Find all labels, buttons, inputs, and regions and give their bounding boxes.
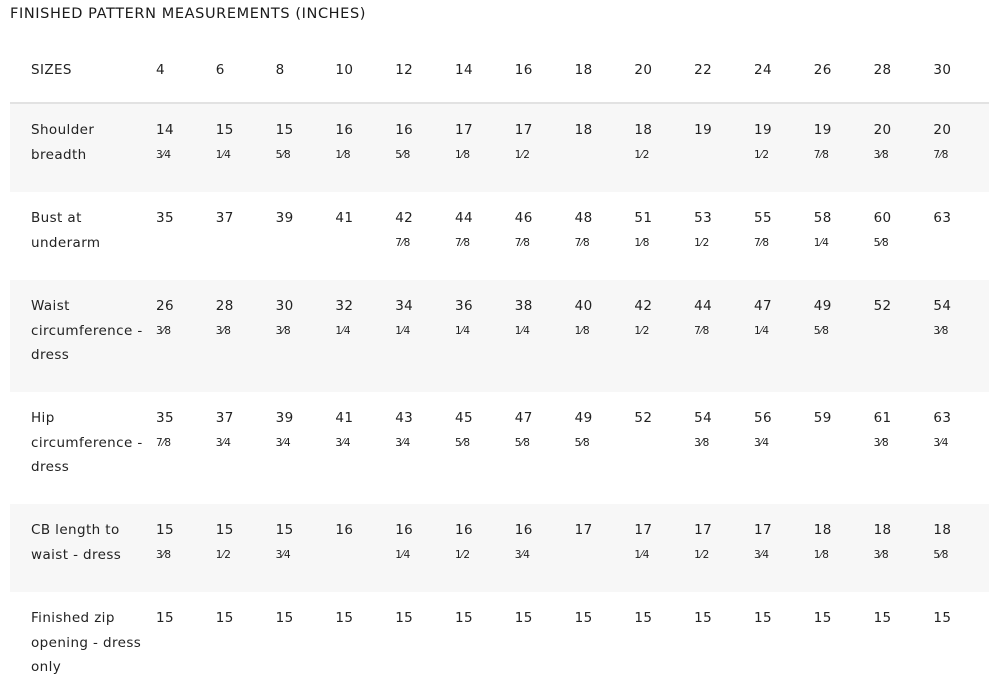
- fraction-inches: 3⁄8: [156, 548, 172, 561]
- whole-inches: 15: [275, 610, 294, 626]
- whole-inches: 17: [454, 122, 473, 138]
- whole-inches: 16: [395, 522, 414, 538]
- fraction-inches: 3⁄4: [335, 436, 351, 449]
- measurement-cell: [331, 504, 391, 592]
- fraction-inches: 1⁄4: [215, 148, 231, 161]
- measurement-cell: [810, 280, 870, 392]
- fraction-inches: 5⁄8: [933, 548, 949, 561]
- whole-inches: 15: [215, 122, 234, 138]
- fraction-inches: 7⁄8: [694, 324, 710, 337]
- whole-inches: 39: [275, 410, 294, 426]
- whole-inches: 15: [694, 610, 713, 626]
- measurement-cell: [571, 592, 631, 689]
- measurement-cell: [630, 103, 690, 192]
- measurement-cell: [152, 592, 212, 689]
- fraction-inches: 1⁄4: [753, 324, 770, 337]
- row-label: Shoulder breadth: [10, 103, 152, 192]
- whole-inches: 17: [574, 522, 593, 538]
- whole-inches: 36: [454, 298, 473, 314]
- fraction-inches: 3⁄8: [694, 436, 710, 449]
- measurement-cell: [212, 103, 272, 192]
- whole-inches: 54: [694, 410, 713, 426]
- fraction-inches: 5⁄8: [395, 148, 411, 161]
- measurement-cell: [152, 103, 212, 192]
- fraction-inches: 5⁄8: [873, 236, 889, 249]
- size-header-cell: 20: [630, 38, 690, 103]
- measurement-cell: [511, 280, 571, 392]
- whole-inches: 58: [813, 210, 832, 226]
- measurement-cell: [810, 504, 870, 592]
- measurement-cell: [870, 103, 930, 192]
- table-row: [10, 504, 989, 592]
- measurement-cell: [511, 392, 571, 504]
- measurement-cell: [870, 592, 930, 689]
- measurement-cell: [810, 392, 870, 504]
- measurement-cell: [272, 192, 332, 280]
- whole-inches: 55: [753, 210, 772, 226]
- measurement-cell: [810, 192, 870, 280]
- measurement-cell: [152, 504, 212, 592]
- whole-inches: 47: [753, 298, 772, 314]
- whole-inches: 19: [753, 122, 772, 138]
- fraction-inches: 1⁄2: [514, 148, 530, 161]
- measurement-cell: [630, 392, 690, 504]
- measurement-cell: [152, 392, 212, 504]
- measurement-cell: [511, 103, 571, 192]
- measurement-cell: [571, 192, 631, 280]
- measurement-cell: [391, 280, 451, 392]
- measurement-cell: [929, 392, 989, 504]
- measurement-cell: [870, 192, 930, 280]
- measurement-cell: [391, 392, 451, 504]
- whole-inches: 15: [275, 522, 294, 538]
- fraction-inches: 1⁄4: [634, 548, 650, 561]
- measurement-cell: [511, 504, 571, 592]
- measurement-cell: [571, 103, 631, 192]
- measurement-cell: [212, 392, 272, 504]
- measurement-cell: [451, 103, 511, 192]
- fraction-inches: 1⁄2: [694, 548, 710, 561]
- whole-inches: 18: [933, 522, 952, 538]
- row-label: Finished zip opening - dress only: [31, 610, 142, 675]
- table-row: [10, 280, 989, 392]
- whole-inches: 17: [694, 522, 713, 538]
- whole-inches: 15: [454, 610, 473, 626]
- whole-inches: 16: [514, 522, 533, 538]
- fraction-inches: 5⁄8: [514, 436, 530, 449]
- whole-inches: 16: [454, 522, 473, 538]
- page-title: FINISHED PATTERN MEASUREMENTS (INCHES): [10, 6, 367, 22]
- table-body: [10, 103, 989, 689]
- measurement-cell: [391, 103, 451, 192]
- fraction-inches: 3⁄4: [275, 436, 291, 449]
- whole-inches: 37: [215, 410, 234, 426]
- whole-inches: 16: [335, 122, 354, 138]
- whole-inches: 41: [335, 410, 354, 426]
- whole-inches: 56: [753, 410, 772, 426]
- measurement-cell: [870, 392, 930, 504]
- measurement-cell: [212, 192, 272, 280]
- measurement-cell: [212, 280, 272, 392]
- whole-inches: 48: [574, 210, 593, 226]
- measurement-cell: [451, 192, 511, 280]
- measurement-cell: [391, 192, 451, 280]
- header-row: [10, 38, 989, 103]
- measurement-cell: [870, 280, 930, 392]
- measurement-cell: [929, 592, 989, 689]
- fraction-inches: 5⁄8: [813, 324, 829, 337]
- fraction-inches: 3⁄4: [275, 548, 291, 561]
- measurement-cell: [630, 592, 690, 689]
- whole-inches: 18: [873, 522, 892, 538]
- whole-inches: 53: [694, 210, 713, 226]
- fraction-inches: 1⁄2: [634, 324, 650, 337]
- fraction-inches: 1⁄4: [335, 324, 351, 337]
- measurement-cell: [630, 192, 690, 280]
- whole-inches: 52: [873, 298, 892, 314]
- row-label: Bust at underarm: [31, 210, 101, 251]
- size-header-cell: 4: [152, 38, 212, 103]
- whole-inches: 35: [156, 410, 174, 426]
- table-row: [10, 592, 989, 689]
- fraction-inches: 1⁄4: [514, 324, 530, 337]
- whole-inches: 15: [873, 610, 892, 626]
- size-header-cell: 30: [929, 38, 989, 103]
- whole-inches: 15: [574, 610, 593, 626]
- measurement-cell: [810, 103, 870, 192]
- whole-inches: 59: [813, 410, 832, 426]
- fraction-inches: 1⁄4: [813, 236, 829, 249]
- fraction-inches: 3⁄8: [873, 436, 889, 449]
- whole-inches: 15: [933, 610, 952, 626]
- fraction-inches: 7⁄8: [813, 148, 829, 161]
- whole-inches: 38: [514, 298, 533, 314]
- size-header-cell: 28: [870, 38, 930, 103]
- fraction-inches: 1⁄8: [813, 548, 829, 561]
- measurement-cell: [630, 504, 690, 592]
- measurement-cell: [690, 392, 750, 504]
- fraction-inches: 7⁄8: [454, 236, 471, 249]
- whole-inches: 26: [156, 298, 174, 314]
- table-header: [10, 38, 989, 103]
- whole-inches: 15: [215, 610, 234, 626]
- measurement-cell: [750, 592, 810, 689]
- size-header-cell: 24: [750, 38, 810, 103]
- size-header-cell: 14: [451, 38, 511, 103]
- measurement-cell: [331, 592, 391, 689]
- measurement-cell: [272, 280, 332, 392]
- fraction-inches: 1⁄2: [634, 148, 650, 161]
- fraction-inches: 3⁄4: [395, 436, 411, 449]
- fraction-inches: 1⁄8: [634, 236, 650, 249]
- size-header-cell: 22: [690, 38, 750, 103]
- fraction-inches: 5⁄8: [454, 436, 471, 449]
- measurement-cell: [331, 103, 391, 192]
- whole-inches: 16: [395, 122, 414, 138]
- fraction-inches: 3⁄8: [873, 548, 889, 561]
- whole-inches: 46: [514, 210, 533, 226]
- whole-inches: 49: [574, 410, 593, 426]
- fraction-inches: 3⁄8: [156, 324, 172, 337]
- whole-inches: 41: [335, 210, 354, 226]
- whole-inches: 15: [753, 610, 772, 626]
- whole-inches: 15: [813, 610, 832, 626]
- whole-inches: 43: [395, 410, 414, 426]
- whole-inches: 17: [514, 122, 533, 138]
- fraction-inches: 1⁄2: [753, 148, 770, 161]
- whole-inches: 44: [694, 298, 713, 314]
- whole-inches: 28: [215, 298, 234, 314]
- measurement-cell: [391, 592, 451, 689]
- measurement-cell: [331, 192, 391, 280]
- whole-inches: 15: [215, 522, 234, 538]
- measurement-cell: [750, 504, 810, 592]
- fraction-inches: 3⁄4: [933, 436, 949, 449]
- measurement-cell: [690, 592, 750, 689]
- fraction-inches: 1⁄8: [454, 148, 471, 161]
- whole-inches: 42: [634, 298, 653, 314]
- fraction-inches: 3⁄4: [215, 436, 231, 449]
- measurement-cell: [690, 504, 750, 592]
- whole-inches: 35: [156, 210, 174, 226]
- whole-inches: 47: [514, 410, 533, 426]
- fraction-inches: 7⁄8: [514, 236, 530, 249]
- size-header-cell: 10: [331, 38, 391, 103]
- fraction-inches: 5⁄8: [275, 148, 291, 161]
- fraction-inches: 1⁄4: [395, 324, 411, 337]
- fraction-inches: 3⁄4: [753, 436, 770, 449]
- whole-inches: 14: [156, 122, 174, 138]
- measurement-cell: [929, 103, 989, 192]
- whole-inches: 15: [514, 610, 533, 626]
- measurement-cell: [511, 592, 571, 689]
- measurement-cell: [391, 504, 451, 592]
- whole-inches: 15: [156, 610, 174, 626]
- measurement-cell: [929, 280, 989, 392]
- fraction-inches: 3⁄4: [156, 148, 172, 161]
- measurement-cell: [152, 280, 212, 392]
- measurement-cell: [212, 592, 272, 689]
- measurement-cell: [272, 504, 332, 592]
- measurement-cell: [750, 192, 810, 280]
- table-row: [10, 392, 989, 504]
- measurement-cell: [750, 280, 810, 392]
- measurement-cell: [929, 192, 989, 280]
- measurement-cell: [331, 280, 391, 392]
- row-label: Waist circumference - dress: [10, 280, 152, 392]
- measurement-cell: [152, 192, 212, 280]
- table-row: [10, 192, 989, 280]
- fraction-inches: 1⁄8: [335, 148, 351, 161]
- whole-inches: 63: [933, 410, 952, 426]
- fraction-inches: 1⁄2: [694, 236, 710, 249]
- measurement-cell: [690, 103, 750, 192]
- sizes-header-label: SIZES: [10, 38, 152, 103]
- measurement-cell: [331, 392, 391, 504]
- measurement-cell: [272, 592, 332, 689]
- measurement-cell: [810, 592, 870, 689]
- fraction-inches: 1⁄2: [215, 548, 231, 561]
- fraction-inches: 3⁄8: [933, 324, 949, 337]
- measurement-cell: [630, 280, 690, 392]
- whole-inches: 49: [813, 298, 832, 314]
- row-label: CB length to waist - dress: [10, 504, 152, 592]
- fraction-inches: 1⁄4: [454, 324, 471, 337]
- measurement-cell: [929, 504, 989, 592]
- whole-inches: 61: [873, 410, 892, 426]
- fraction-inches: 7⁄8: [753, 236, 770, 249]
- fraction-inches: 3⁄4: [514, 548, 530, 561]
- measurements-table: [10, 38, 989, 689]
- size-header-cell: 26: [810, 38, 870, 103]
- measurement-cell: [451, 392, 511, 504]
- fraction-inches: 3⁄8: [873, 148, 889, 161]
- whole-inches: 19: [813, 122, 832, 138]
- whole-inches: 60: [873, 210, 892, 226]
- measurement-cell: [690, 280, 750, 392]
- whole-inches: 17: [753, 522, 772, 538]
- whole-inches: 19: [694, 122, 713, 138]
- fraction-inches: 1⁄2: [454, 548, 471, 561]
- size-header-cell: 16: [511, 38, 571, 103]
- whole-inches: 30: [275, 298, 294, 314]
- fraction-inches: 3⁄8: [275, 324, 291, 337]
- fraction-inches: 7⁄8: [574, 236, 590, 249]
- whole-inches: 44: [454, 210, 473, 226]
- whole-inches: 40: [574, 298, 593, 314]
- whole-inches: 18: [813, 522, 832, 538]
- whole-inches: 63: [933, 210, 952, 226]
- whole-inches: 37: [215, 210, 234, 226]
- whole-inches: 15: [335, 610, 354, 626]
- size-header-cell: 12: [391, 38, 451, 103]
- whole-inches: 16: [335, 522, 354, 538]
- measurement-cell: [750, 392, 810, 504]
- measurement-cell: [690, 192, 750, 280]
- whole-inches: 34: [395, 298, 414, 314]
- whole-inches: 54: [933, 298, 952, 314]
- measurement-cell: [571, 392, 631, 504]
- fraction-inches: 7⁄8: [933, 148, 949, 161]
- measurement-cell: [571, 504, 631, 592]
- row-label: Hip circumference - dress: [31, 410, 143, 475]
- whole-inches: 52: [634, 410, 653, 426]
- whole-inches: 51: [634, 210, 653, 226]
- measurement-cell: [272, 392, 332, 504]
- fraction-inches: 5⁄8: [574, 436, 590, 449]
- whole-inches: 17: [634, 522, 653, 538]
- fraction-inches: 3⁄4: [753, 548, 770, 561]
- size-header-cell: 8: [272, 38, 332, 103]
- fraction-inches: 1⁄4: [395, 548, 411, 561]
- whole-inches: 18: [574, 122, 593, 138]
- measurement-cell: [750, 103, 810, 192]
- measurement-cell: [451, 504, 511, 592]
- whole-inches: 39: [275, 210, 294, 226]
- whole-inches: 18: [634, 122, 653, 138]
- whole-inches: 15: [634, 610, 653, 626]
- measurement-cell: [451, 592, 511, 689]
- whole-inches: 42: [395, 210, 414, 226]
- whole-inches: 45: [454, 410, 473, 426]
- measurement-cell: [451, 280, 511, 392]
- whole-inches: 15: [395, 610, 414, 626]
- measurement-cell: [511, 192, 571, 280]
- whole-inches: 15: [275, 122, 294, 138]
- whole-inches: 15: [156, 522, 174, 538]
- whole-inches: 20: [873, 122, 892, 138]
- fraction-inches: 7⁄8: [156, 436, 172, 449]
- size-header-cell: 18: [571, 38, 631, 103]
- size-header-cell: 6: [212, 38, 272, 103]
- measurement-cell: [571, 280, 631, 392]
- measurement-cell: [212, 504, 272, 592]
- fraction-inches: 1⁄8: [574, 324, 590, 337]
- table-row: [10, 103, 989, 192]
- fraction-inches: 7⁄8: [395, 236, 411, 249]
- measurement-cell: [272, 103, 332, 192]
- fraction-inches: 3⁄8: [215, 324, 231, 337]
- whole-inches: 20: [933, 122, 952, 138]
- whole-inches: 32: [335, 298, 354, 314]
- measurement-cell: [870, 504, 930, 592]
